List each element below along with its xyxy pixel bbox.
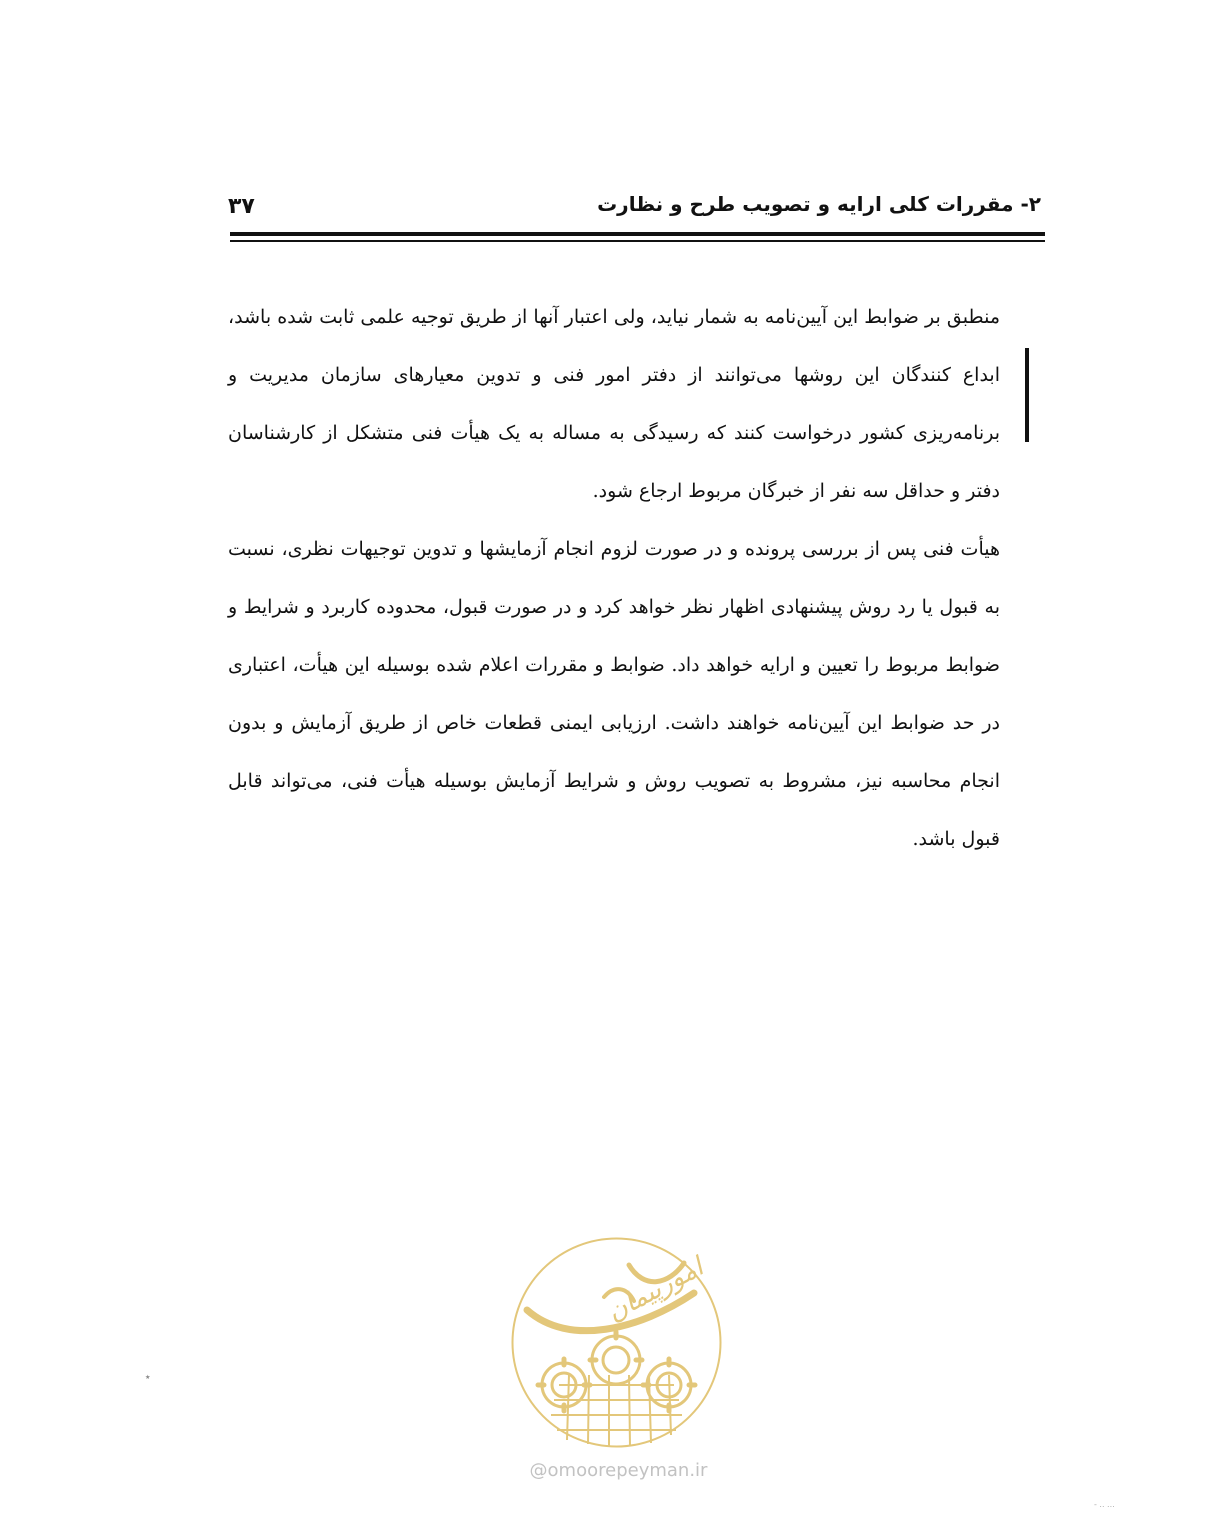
watermark-seal-logo	[509, 1235, 724, 1450]
header-rule-thin	[230, 240, 1045, 242]
page-number: ۳۷	[228, 194, 255, 219]
revision-change-bar	[1025, 348, 1029, 442]
stray-mark: ٭	[145, 1372, 151, 1383]
paragraph: منطبق بر ضوابط این آیین‌نامه به شمار نیاید، ولی اعتبار آنها از طریق توجیه علمی ثابت شده باشد، ابداع کنندگان این روشها می‌توانند از دفتر امور فنی و تدوین معیارهای سازمان مدیریت و برنامه‌ریزی کشور درخواست کنند که رسیدگی به مساله به یک هیأت فنی متشکل از کارشناسان دفتر و حداقل سه نفر از خبرگان مربوط ارجاع شود.	[228, 306, 1000, 502]
watermark-url: @omoorepeyman.ir	[529, 1460, 708, 1481]
header-rule-thick	[230, 232, 1045, 236]
paragraph: هیأت فنی پس از بررسی پرونده و در صورت لزوم انجام آزمایشها و تدوین توجیهات نظری، نسبت به قبول یا رد روش پیشنهادی اظهار نظر خواهد کرد و در صورت قبول، محدوده کاربرد و شرایط و ضوابط مربوط را تعیین و ارایه خواهد داد. ضوابط و مقررات اعلام شده بوسیله این هیأت، اعتباری در حد ضوابط این آیین‌نامه خواهند داشت. ارزیابی ایمنی قطعات خاص از طریق آزمایش و بدون انجام محاسبه نیز، مشروط به تصویب روش و شرایط آزمایش بوسیله هیأت فنی، می‌تواند قابل قبول باشد.	[228, 538, 1000, 850]
chapter-title: ۲- مقررات کلی ارایه و تصویب طرح و نظارت	[597, 192, 1041, 216]
corner-marks: - .. ...	[1094, 1500, 1115, 1509]
body-text	[228, 288, 1000, 868]
seal-text: امورپیمان	[602, 1252, 709, 1328]
